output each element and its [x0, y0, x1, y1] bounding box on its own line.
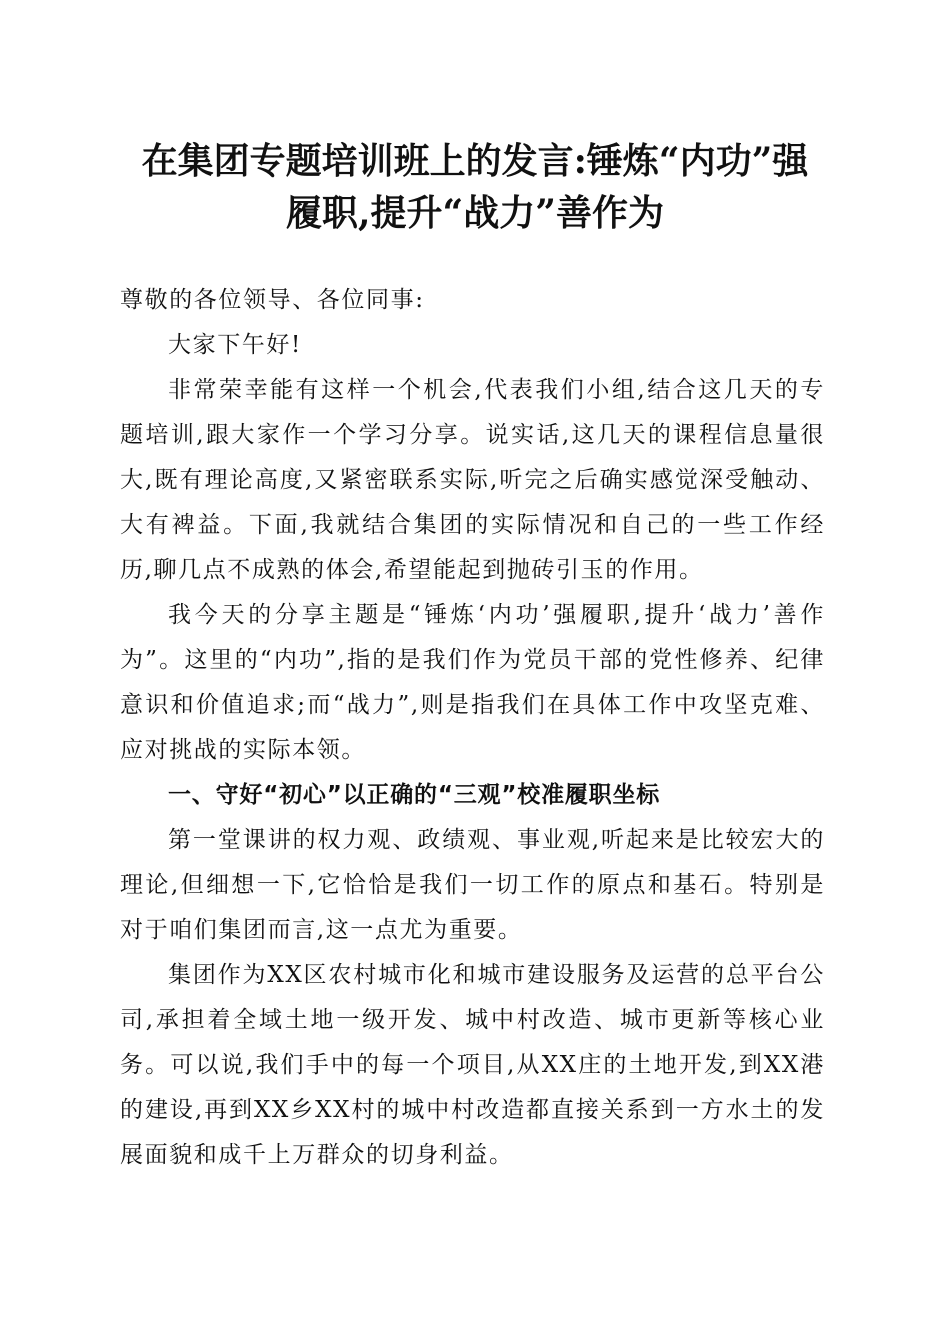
document-title-line-2: 履职,提升“战力”善作为: [286, 192, 664, 234]
paragraph-2: 我今天的分享主题是“锤炼‘内功’强履职,提升‘战力’善作为”。这里的“内功”,指的是我们作为党员干部的党性修养、纪律意识和价值追求;而“战力”,则是指我们在具体工作中攻坚克难、应对挑战的实际本领。: [120, 602, 825, 763]
paragraph-1: 非常荣幸能有这样一个机会,代表我们小组,结合这几天的专题培训,跟大家作一个学习分享。说实话,这几天的课程信息量很大,既有理论高度,又紧密联系实际,听完之后确实感觉深受触动、大有裨益。下面,我就结合集团的实际情况和自己的一些工作经历,聊几点不成熟的体会,希望能起到抛砖引玉的作用。: [120, 377, 825, 583]
greeting: 大家下午好!: [168, 332, 302, 358]
section-heading-1: 一、守好“初心”以正确的“三观”校准履职坐标: [168, 782, 661, 808]
paragraph-4: 集团作为XX区农村城市化和城市建设服务及运营的总平台公司,承担着全域土地一级开发、城中村改造、城市更新等核心业务。可以说,我们手中的每一个项目,从XX庄的土地开发,到XX港的建设,再到XX乡XX村的城中村改造都直接关系到一方水土的发展面貌和成千上万群众的切身利益。: [120, 962, 825, 1168]
salutation: 尊敬的各位领导、各位同事:: [120, 287, 425, 313]
document-title-line-1: 在集团专题培训班上的发言:锤炼“内功”强: [141, 140, 809, 182]
paragraph-3: 第一堂课讲的权力观、政绩观、事业观,听起来是比较宏大的理论,但细想一下,它恰恰是我们一切工作的原点和基石。特别是对于咱们集团而言,这一点尤为重要。: [120, 827, 825, 943]
